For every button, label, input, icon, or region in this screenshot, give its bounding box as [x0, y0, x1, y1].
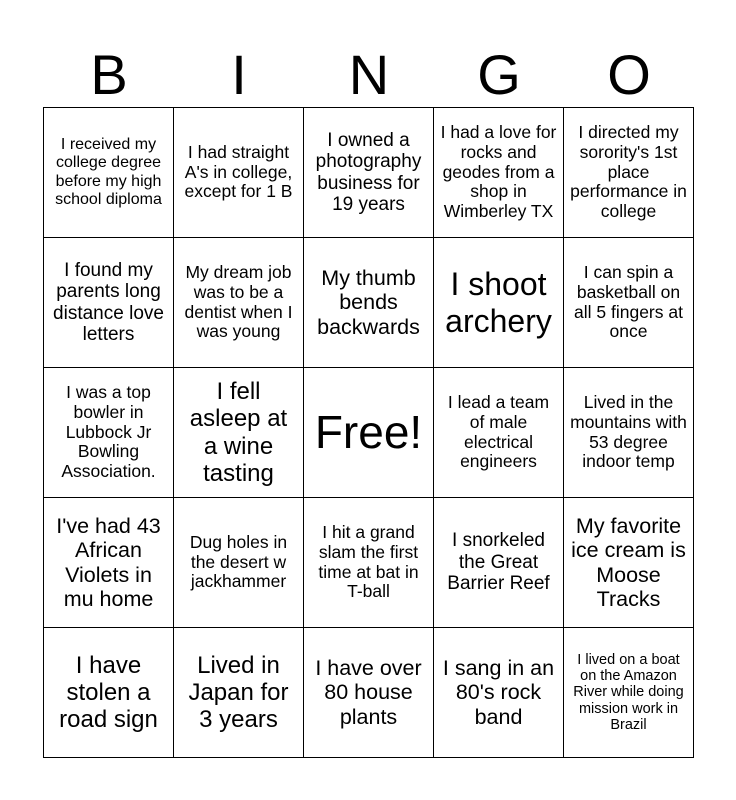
- bingo-cell-r1-c1[interactable]: [44, 108, 174, 238]
- bingo-cell-r2-c3[interactable]: [304, 238, 434, 368]
- bingo-cell-r5-c2[interactable]: [174, 628, 304, 758]
- cell-text: I have stolen a road sign: [59, 651, 158, 734]
- cell-text: I lead a team of male electrical engineers: [447, 391, 550, 472]
- header-letter-b: B: [90, 43, 128, 106]
- bingo-cell-free[interactable]: [304, 368, 434, 498]
- bingo-cell-r3-c1[interactable]: [44, 368, 174, 498]
- cell-text: I can spin a basketball on all 5 fingers at once: [574, 261, 683, 342]
- bingo-cell-r5-c5[interactable]: [564, 628, 694, 758]
- bingo-cell-r5-c3[interactable]: [304, 628, 434, 758]
- header-letter-n: N: [348, 43, 390, 106]
- cell-text: I shoot archery: [445, 266, 552, 339]
- bingo-cell-r4-c1[interactable]: [44, 498, 174, 628]
- cell-text: Dug holes in the desert w jackhammer: [189, 531, 288, 592]
- bingo-cell-r1-c3[interactable]: [304, 108, 434, 238]
- cell-text: Lived in Japan for 3 years: [188, 651, 289, 734]
- bingo-cell-r1-c2[interactable]: [174, 108, 304, 238]
- cell-text: My dream job was to be a dentist when I was young: [184, 261, 293, 342]
- cell-text: I was a top bowler in Lubbock Jr Bowling Association.: [61, 382, 156, 482]
- bingo-cell-r1-c5[interactable]: [564, 108, 694, 238]
- cell-text: I've had 43 African Violets in mu home: [56, 513, 161, 611]
- bingo-cell-r2-c4[interactable]: [434, 238, 564, 368]
- bingo-cell-r4-c5[interactable]: [564, 498, 694, 628]
- bingo-cell-r2-c1[interactable]: [44, 238, 174, 368]
- bingo-header: [44, 44, 694, 106]
- cell-text: My thumb bends backwards: [317, 266, 420, 339]
- bingo-cell-r4-c4[interactable]: [434, 498, 564, 628]
- cell-text: I found my parents long distance love letters: [53, 259, 164, 345]
- cell-text: I have over 80 house plants: [315, 656, 422, 729]
- cell-text: Lived in the mountains with 53 degree indoor temp: [570, 391, 687, 472]
- cell-text: I hit a grand slam the first time at bat in T-ball: [318, 521, 419, 602]
- bingo-card-grid: [43, 107, 694, 758]
- bingo-cell-r3-c5[interactable]: [564, 368, 694, 498]
- bingo-cell-r3-c4[interactable]: [434, 368, 564, 498]
- cell-text: I directed my sorority's 1st place performance in college: [570, 122, 687, 222]
- cell-text: I received my college degree before my high school diploma: [55, 136, 162, 208]
- cell-text: I had a love for rocks and geodes from a shop in Wimberley TX: [440, 122, 557, 222]
- bingo-cell-r5-c4[interactable]: [434, 628, 564, 758]
- header-letter-g: G: [477, 43, 521, 106]
- cell-text: My favorite ice cream is Moose Tracks: [571, 513, 686, 611]
- cell-text: I lived on a boat on the Amazon River while doing mission work in Brazil: [573, 651, 684, 734]
- cell-text: I owned a photography business for 19 years: [315, 129, 422, 215]
- cell-text: I had straight A's in college, except for 1 B: [184, 141, 293, 202]
- bingo-cell-r2-c2[interactable]: [174, 238, 304, 368]
- cell-text: I fell asleep at a wine tasting: [189, 378, 288, 487]
- bingo-cell-r2-c5[interactable]: [564, 238, 694, 368]
- cell-text: I snorkeled the Great Barrier Reef: [447, 530, 550, 595]
- header-letter-i: I: [231, 43, 247, 106]
- bingo-cell-r5-c1[interactable]: [44, 628, 174, 758]
- bingo-cell-r4-c3[interactable]: [304, 498, 434, 628]
- bingo-cell-r3-c2[interactable]: [174, 368, 304, 498]
- header-letter-o: O: [607, 43, 651, 106]
- bingo-cell-r4-c2[interactable]: [174, 498, 304, 628]
- bingo-cell-r1-c4[interactable]: [434, 108, 564, 238]
- cell-text: I sang in an 80's rock band: [442, 656, 555, 729]
- free-space-label: Free!: [314, 405, 423, 458]
